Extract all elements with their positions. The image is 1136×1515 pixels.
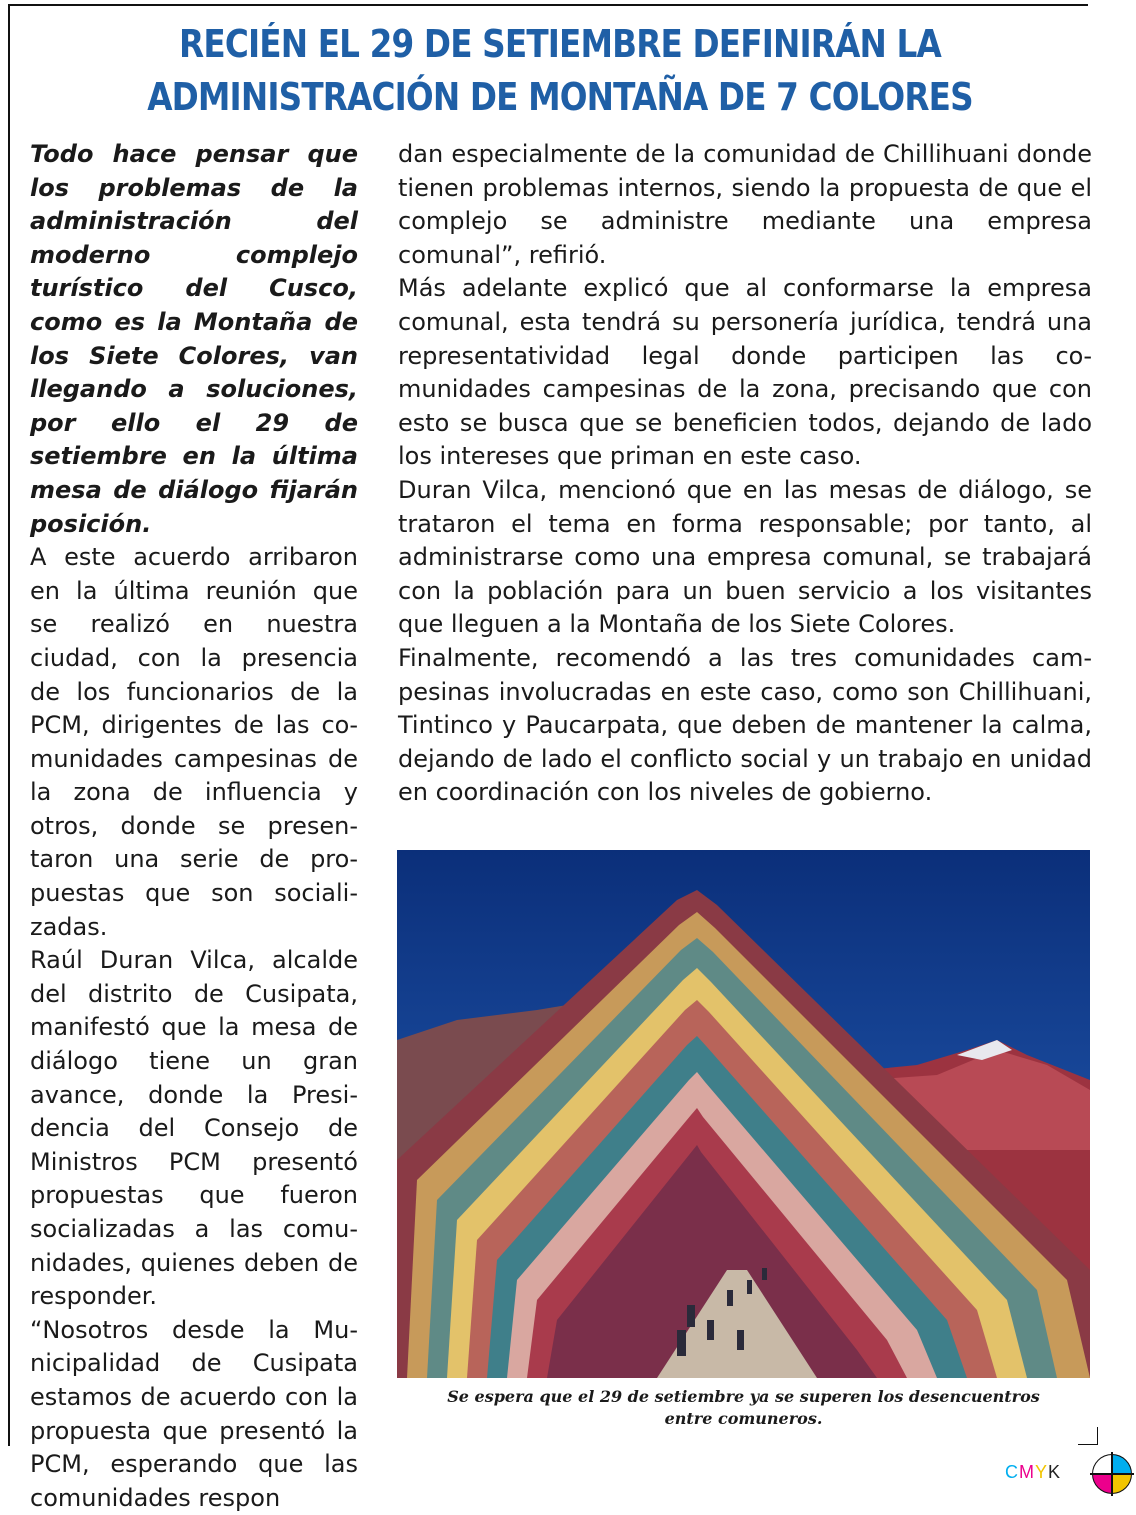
body-paragraph: Duran Vilca, mencionó que en las mesas de diálogo, se trataron el tema en forma responsable; por tanto, al administrarse como una empresa comunal, se trabajará con la población para un buen servicio a los visitantes que lleguen a la Montaña de los Siete Colores.	[398, 475, 1092, 639]
caption-line-2: entre comuneros.	[664, 1409, 823, 1428]
cmyk-letter-y: Y	[1035, 1462, 1049, 1482]
cmyk-letter-m: M	[1019, 1462, 1035, 1482]
cmyk-letter-k: K	[1048, 1462, 1062, 1482]
article-headline	[113, 18, 1007, 124]
crop-mark-horizontal	[1078, 1444, 1098, 1445]
left-column	[30, 138, 358, 1515]
body-paragraph: dan especialmente de la comunidad de Chillihuani donde tienen problemas internos, siendo la propuesta de que el complejo se administre mediante una empresa comunal”, refirió.	[398, 140, 1092, 269]
rainbow-mountain-illustration	[397, 850, 1090, 1378]
top-border-rule	[8, 4, 1088, 6]
caption-line-1: Se espera que el 29 de setiembre ya se superen los desencuentros	[447, 1387, 1040, 1406]
article-lead: Todo hace pensar que los problemas de la administración del moderno complejo turístico del Cusco, como es la Montaña de los Siete Colores, van llegando a soluciones, por ello el 29 de setiembre en la última mesa de diálogo fijarán posición.	[30, 140, 358, 538]
photo-caption	[397, 1386, 1090, 1430]
right-column	[398, 138, 1092, 810]
rainbow-mountain-photo	[397, 850, 1090, 1378]
cmyk-letter-c: C	[1005, 1462, 1019, 1482]
body-paragraph: “Nosotros desde la Municipalidad de Cusipata estamos de acuerdo con la propuesta que presentó la PCM, esperando que las comunidades respon	[30, 1315, 358, 1512]
body-paragraph: Raúl Duran Vilca, alcalde del distrito de Cusipata, manifestó que la mesa de diálogo tiene un gran avance, donde la Presidencia del Consejo de Ministros PCM presentó propuestas que fueron socializadas a las comunidades, quienes deben de responder.	[30, 946, 358, 1311]
registration-mark-icon	[1090, 1452, 1134, 1496]
body-paragraph: Finalmente, recomendó a las tres comunidades campesinas involucradas en este caso, como son Chillihuani, Tintinco y Paucarpata, que deben de mantener la calma, dejando de lado el conflicto social y un trabajo en unidad en coordinación con los niveles de gobierno.	[398, 643, 1092, 807]
headline-line-1: RECIÉN EL 29 DE SETIEMBRE DEFINIRÁN LA	[179, 22, 941, 66]
body-paragraph: Más adelante explicó que al conformarse la empresa comunal, esta tendrá su personería jurídica, tendrá una representatividad legal donde participen las comunidades campesinas de la zona, precisando que con esto se busca que se beneficien todos, dejando de lado los intereses que priman en este caso.	[398, 274, 1092, 471]
left-border-rule	[8, 4, 10, 1446]
crop-mark-vertical	[1097, 1427, 1098, 1445]
body-paragraph: A este acuerdo arribaron en la última reunión que se realizó en nuestra ciudad, con la presencia de los funcionarios de la PCM, dirigentes de las comunidades campesinas de la zona de influencia y otros, donde se presentaron una serie de propuestas que son socializadas.	[30, 543, 358, 941]
cmyk-label	[1005, 1462, 1061, 1483]
headline-line-2: ADMINISTRACIÓN DE MONTAÑA DE 7 COLORES	[147, 75, 973, 119]
